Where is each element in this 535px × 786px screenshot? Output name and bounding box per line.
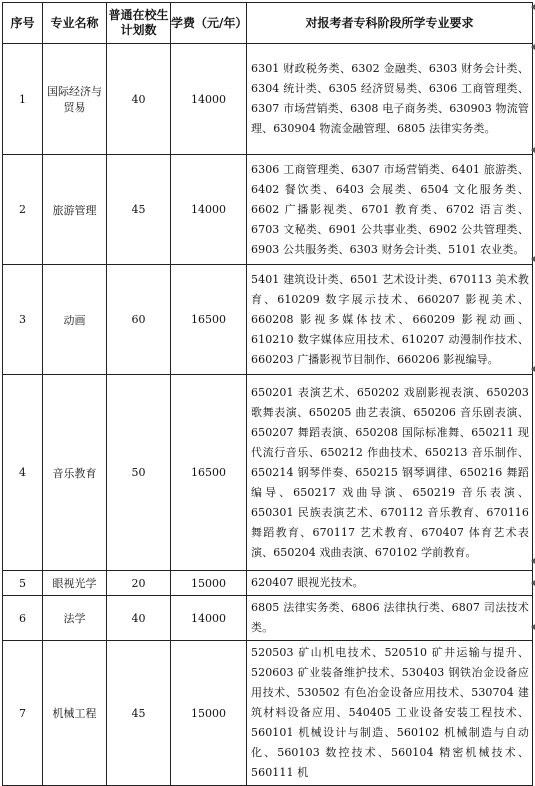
admission-table	[2, 2, 533, 786]
row-plan: 20	[107, 571, 171, 596]
row-no: 5	[3, 571, 43, 596]
row-fee: 16500	[171, 265, 247, 375]
row-requirements: 650201 表演艺术、650202 戏剧影视表演、650203 歌舞表演、650205 曲艺表演、650206 音乐剧表演、650207 舞蹈表演、650208 国际标准舞、650211 现代流行音乐、650212 作曲技术、650213 音乐制作、650214 钢琴伴奏、650215 钢琴调律、650216 舞蹈编导、650217 戏曲导演、650219 音乐表演、650301 民族表演艺术、670112 音乐教育、670116 舞蹈教育、670117 艺术教育、670407 体育艺术表演、650204 戏曲表演、670102 学前教育。	[247, 375, 533, 571]
row-fee: 14000	[171, 155, 247, 265]
row-no: 2	[3, 155, 43, 265]
row-plan: 40	[107, 596, 171, 641]
row-fee: 15000	[171, 641, 247, 786]
row-marker-icon	[531, 366, 535, 372]
table-row	[3, 641, 533, 786]
row-marker-icon	[531, 44, 535, 50]
row-requirements: 5401 建筑设计类、6501 艺术设计类、670113 美术教育、610209 数字展示技术、660207 影视美术、660208 影视多媒体技术、660209 影视动画、610210 数字媒体应用技术、610207 动漫制作技术、660203 广播影视节目制作、660206 影视编导。	[247, 265, 533, 375]
row-major: 法学	[43, 596, 107, 641]
header-no: 序号	[3, 3, 43, 44]
row-major: 动画	[43, 265, 107, 375]
row-requirements: 6306 工商管理类、6307 市场营销类、6401 旅游类、6402 餐饮类、6403 会展类、6504 文化服务类、6602 广播影视类、6701 教育类、6702 语言类、6703 文秘类、6901 公共事业类、6902 公共管理类、6903 公共服务类、6303 财务会计类、5101 农业类。	[247, 155, 533, 265]
row-fee: 15000	[171, 571, 247, 596]
table-row	[3, 265, 533, 375]
row-marker-icon	[531, 624, 535, 630]
row-fee: 16500	[171, 375, 247, 571]
row-major: 国际经济与贸易	[43, 44, 107, 155]
row-major: 旅游管理	[43, 155, 107, 265]
table-row	[3, 596, 533, 641]
row-marker-icon	[531, 580, 535, 586]
row-requirements: 6805 法律实务类、6806 法律执行类、6807 司法技术类。	[247, 596, 533, 641]
row-no: 1	[3, 44, 43, 155]
row-requirements: 6301 财政税务类、6302 金融类、6303 财务会计类、6304 统计类、6305 经济贸易类、6306 工商管理类、6307 市场营销类、6308 电子商务类、630903 物流管理、630904 物流金融管理、6805 法律实务类。	[247, 44, 533, 155]
row-marker-icon	[531, 558, 535, 564]
row-plan: 60	[107, 265, 171, 375]
table-row	[3, 155, 533, 265]
row-fee: 14000	[171, 44, 247, 155]
table-row	[3, 44, 533, 155]
row-marker-icon	[531, 4, 535, 10]
row-fee: 14000	[171, 596, 247, 641]
row-plan: 45	[107, 641, 171, 786]
row-major: 机械工程	[43, 641, 107, 786]
row-requirements: 620407 眼视光技术。	[247, 571, 533, 596]
row-plan: 45	[107, 155, 171, 265]
table-header-row	[3, 3, 533, 44]
table-row	[3, 375, 533, 571]
row-major: 音乐教育	[43, 375, 107, 571]
table-row	[3, 571, 533, 596]
row-marker-icon	[531, 147, 535, 153]
row-plan: 40	[107, 44, 171, 155]
row-no: 4	[3, 375, 43, 571]
row-no: 3	[3, 265, 43, 375]
row-no: 7	[3, 641, 43, 786]
row-marker-icon	[531, 256, 535, 262]
header-plan: 普通在校生计划数	[107, 3, 171, 44]
row-no: 6	[3, 596, 43, 641]
header-requirements: 对报考者专科阶段所学专业要求	[247, 3, 533, 44]
row-plan: 50	[107, 375, 171, 571]
header-fee: 学费（元/年）	[171, 3, 247, 44]
row-major: 眼视光学	[43, 571, 107, 596]
header-major: 专业名称	[43, 3, 107, 44]
row-requirements: 520503 矿山机电技术、520510 矿井运输与提升、520603 矿业装备维护技术、530403 钢铁冶金设备应用技术、530502 有色冶金设备应用技术、530704 建筑材料设备应用、540405 工业设备安装工程技术、560101 机械设计与制造、560102 机械制造与自动化、560103 数控技术、560104 精密机械技术、560111 机	[247, 641, 533, 786]
